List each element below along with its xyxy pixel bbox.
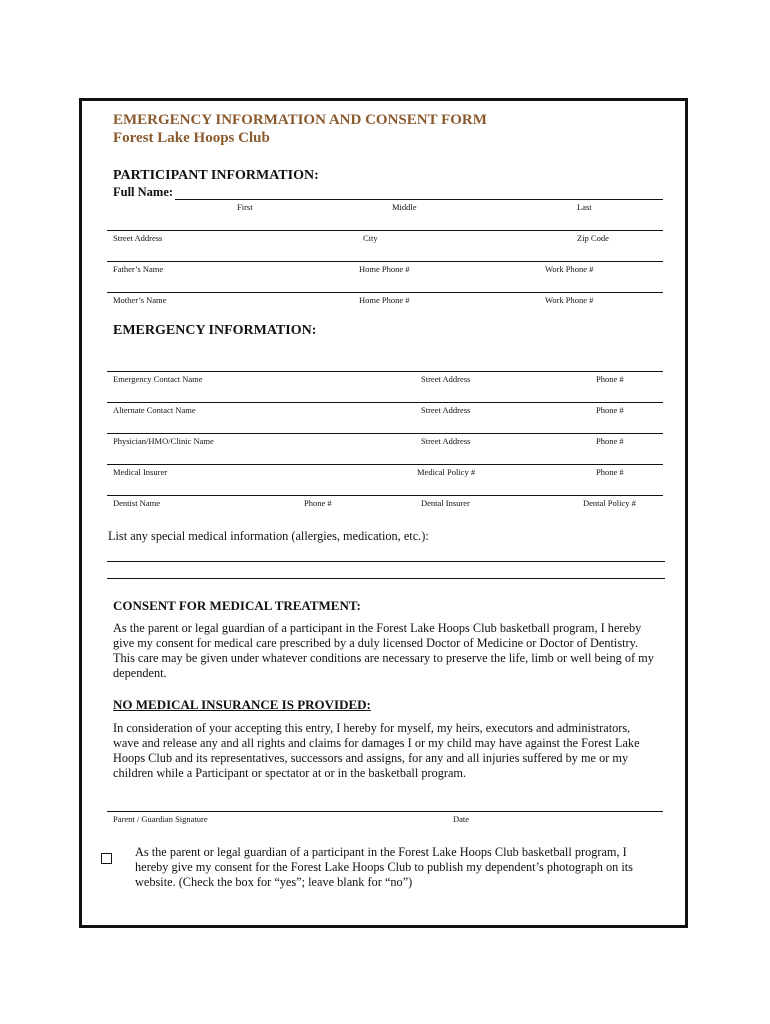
alternate-street-caption: Street Address xyxy=(421,405,471,415)
middle-name-caption: Middle xyxy=(392,202,417,212)
medical-policy-caption: Medical Policy # xyxy=(417,467,476,477)
father-work-phone-caption: Work Phone # xyxy=(545,264,594,274)
emergency-phone-caption: Phone # xyxy=(596,374,624,384)
insurer-phone-caption: Phone # xyxy=(596,467,624,477)
emergency-heading: EMERGENCY INFORMATION: xyxy=(113,323,317,338)
father-home-phone-caption: Home Phone # xyxy=(359,264,410,274)
special-medical-line-1[interactable] xyxy=(107,561,665,562)
emergency-street-caption: Street Address xyxy=(421,374,471,384)
dental-insurer-caption: Dental Insurer xyxy=(421,498,470,508)
insurance-text: In consideration of your accepting this entry, I hereby for myself, my heirs, executors and administrators, wave and release any and all rights and claims for damages I or my child may have against the Forest Lake Hoops Club and its representatives, successors and assigns, for any and all injuries suffered by me or my children while a Participant or spectator at or in the basketball program. xyxy=(113,721,640,780)
first-name-caption: First xyxy=(237,202,253,212)
form-border xyxy=(79,98,688,928)
consent-text: As the parent or legal guardian of a participant in the Forest Lake Hoops Club basketball program, I hereby give my consent for medical care prescribed by a duly licensed Doctor of Medicine or Doctor of Dentistry. This care may be given under whatever conditions are necessary to preserve the life, limb or well being of my dependent. xyxy=(113,621,654,680)
last-name-caption: Last xyxy=(577,202,592,212)
photo-consent-text: As the parent or legal guardian of a participant in the Forest Lake Hoops Club basketball program, I hereby give my consent for the Forest Lake Hoops Club to publish my dependent’s photograph on its website. (Check the box for “yes”; leave blank for “no”) xyxy=(135,845,633,889)
emergency-contact-caption: Emergency Contact Name xyxy=(113,374,203,384)
signature-caption: Parent / Guardian Signature xyxy=(113,814,208,824)
consent-heading: CONSENT FOR MEDICAL TREATMENT: xyxy=(113,598,361,613)
physician-street-caption: Street Address xyxy=(421,436,471,446)
form-title: EMERGENCY INFORMATION AND CONSENT FORM xyxy=(113,112,487,128)
alternate-phone-caption: Phone # xyxy=(596,405,624,415)
club-name: Forest Lake Hoops Club xyxy=(113,130,270,146)
full-name-line[interactable] xyxy=(175,199,663,200)
fathers-name-caption: Father’s Name xyxy=(113,264,164,274)
dentist-phone-caption: Phone # xyxy=(304,498,332,508)
physician-caption: Physician/HMO/Clinic Name xyxy=(113,436,214,446)
dental-policy-caption: Dental Policy # xyxy=(583,498,636,508)
special-medical-line-2[interactable] xyxy=(107,578,665,579)
father-line[interactable] xyxy=(107,261,663,262)
special-medical-label: List any special medical information (allergies, medication, etc.): xyxy=(108,529,429,543)
photo-consent-checkbox[interactable] xyxy=(101,853,112,864)
participant-heading: PARTICIPANT INFORMATION: xyxy=(113,168,319,183)
date-caption: Date xyxy=(453,814,470,824)
emergency-contact-line[interactable] xyxy=(107,371,663,372)
alternate-contact-line[interactable] xyxy=(107,402,663,403)
physician-line[interactable] xyxy=(107,433,663,434)
signature-line[interactable] xyxy=(107,811,663,812)
dentist-name-caption: Dentist Name xyxy=(113,498,160,508)
dentist-line[interactable] xyxy=(107,495,663,496)
mothers-name-caption: Mother’s Name xyxy=(113,295,167,305)
mother-line[interactable] xyxy=(107,292,663,293)
medical-insurer-line[interactable] xyxy=(107,464,663,465)
address-line[interactable] xyxy=(107,230,663,231)
medical-insurer-caption: Medical Insurer xyxy=(113,467,168,477)
zip-code-caption: Zip Code xyxy=(577,233,609,243)
physician-phone-caption: Phone # xyxy=(596,436,624,446)
insurance-heading: NO MEDICAL INSURANCE IS PROVIDED: xyxy=(113,697,371,712)
full-name-label: Full Name: xyxy=(113,185,174,199)
mother-work-phone-caption: Work Phone # xyxy=(545,295,594,305)
street-address-caption: Street Address xyxy=(113,233,163,243)
mother-home-phone-caption: Home Phone # xyxy=(359,295,410,305)
alternate-contact-caption: Alternate Contact Name xyxy=(113,405,196,415)
city-caption: City xyxy=(363,233,378,243)
